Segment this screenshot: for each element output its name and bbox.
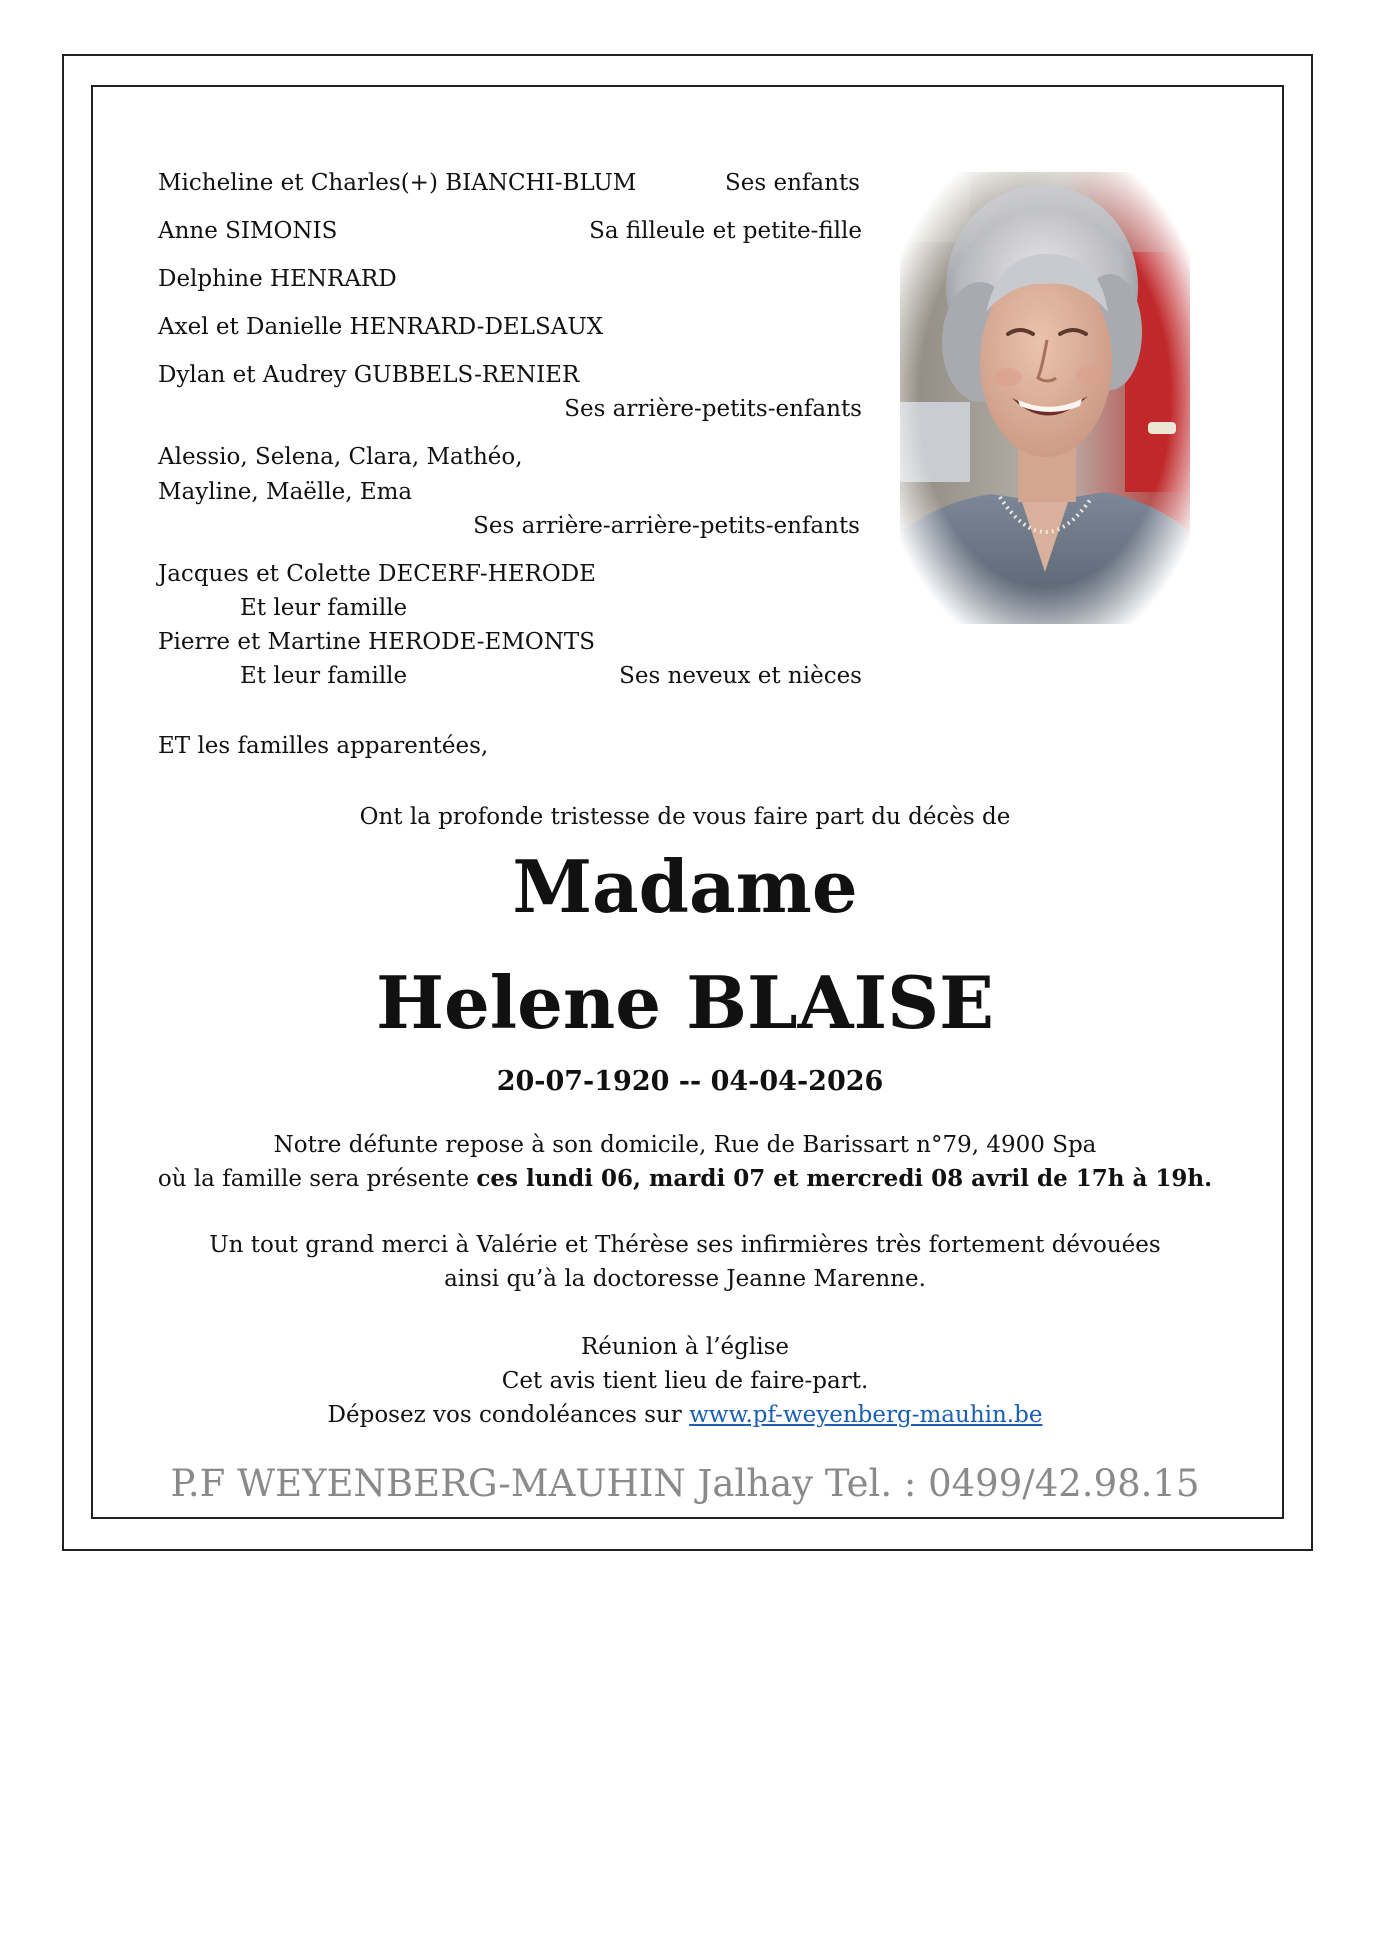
family-name-3: Delphine HENRARD [158,266,397,292]
announcement-line: Ont la profonde tristesse de vous faire part du décès de [359,804,1011,830]
relation-children: Ses enfants [725,170,860,196]
relation-great-great-grandchildren: Ses arrière-arrière-petits-enfants [473,513,860,539]
condolences-link[interactable]: www.pf-weyenberg-mauhin.be [689,1402,1043,1428]
relation-great-grandchildren: Ses arrière-petits-enfants [564,396,862,422]
thanks-line-1: Un tout grand merci à Valérie et Thérèse ses infirmières très fortement dévouées [209,1232,1161,1258]
deceased-name: Helene BLAISE [375,960,995,1045]
family-name-4: Axel et Danielle HENRARD-DELSAUX [158,314,604,340]
family-name-8: Jacques et Colette DECERF-HERODE [158,561,596,587]
rest-location: Notre défunte repose à son domicile, Rue de Barissart n°79, 4900 Spa [273,1132,1097,1158]
thanks-line-2: ainsi qu’à la doctoresse Jeanne Marenne. [444,1266,926,1292]
family-name-6: Alessio, Selena, Clara, Mathéo, [158,444,523,470]
condolences-line [140,1398,1230,1432]
deceased-title: Madame [512,844,858,929]
family-sub-8: Et leur famille [240,595,408,621]
family-name-5: Dylan et Audrey GUBBELS-RENIER [158,362,580,388]
funeral-home-footer: P.F WEYENBERG-MAUHIN Jalhay Tel. : 0499/42.98.15 [170,1462,1200,1505]
portrait-illustration [900,172,1190,624]
visiting-prefix: où la famille sera présente [157,1166,477,1192]
family-name-7: Mayline, Maëlle, Ema [158,479,413,505]
relation-nephews-nieces: Ses neveux et nièces [619,663,862,689]
relation-goddaughter: Sa filleule et petite-fille [589,218,862,244]
notice-line: Cet avis tient lieu de faire-part. [501,1368,869,1394]
family-name-2: Anne SIMONIS [158,218,338,244]
portrait-photo [900,172,1190,624]
visiting-days: ces lundi 06, mardi 07 et mercredi 08 avril de 17h à 19h. [476,1165,1213,1192]
church-gathering: Réunion à l’église [580,1334,790,1360]
visiting-hours [140,1162,1230,1196]
life-dates: 20-07-1920 -- 04-04-2026 [496,1066,884,1097]
related-families: ET les familles apparentées, [158,733,489,759]
family-sub-9: Et leur famille [240,663,408,689]
condolences-prefix: Déposez vos condoléances sur [327,1402,690,1428]
family-name-1: Micheline et Charles(+) BIANCHI-BLUM [158,170,637,196]
family-name-9: Pierre et Martine HERODE-EMONTS [158,629,595,655]
